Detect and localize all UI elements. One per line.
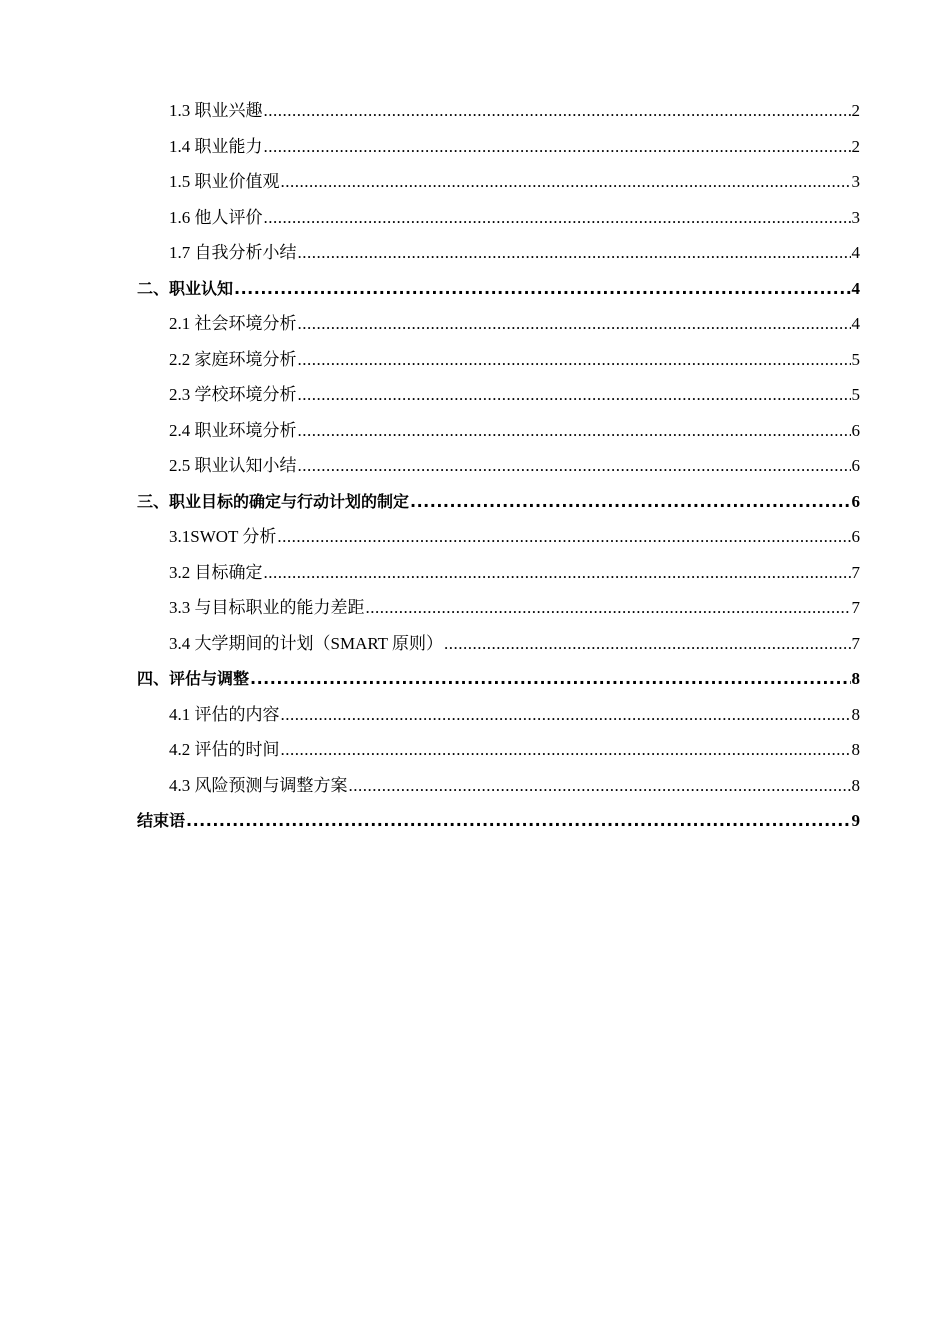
toc-entry-title: 2.1 社会环境分析 [169,314,297,333]
toc-chapter-entry[interactable] [137,661,860,697]
toc-entry-page-number: 8 [851,740,860,759]
toc-entry[interactable] [137,93,860,129]
toc-entry-page-number: 7 [851,633,860,653]
toc-entry[interactable] [137,448,860,484]
toc-dot-leader [277,519,850,555]
toc-dot-leader [298,448,851,484]
toc-dot-leader [349,768,851,804]
toc-entry-page-number: 8 [851,669,860,688]
toc-entry-title: 1.5 职业价值观 [169,172,280,191]
toc-entry-title: 1.3 职业兴趣 [169,101,263,120]
toc-entry[interactable] [137,200,860,236]
toc-entry-title: 4.3 风险预测与调整方案 [169,775,348,795]
toc-entry-page-number: 6 [851,456,860,475]
toc-dot-leader [281,164,851,200]
toc-dot-leader [281,697,851,733]
toc-entry-title: 结束语 [137,811,186,830]
toc-chapter-entry[interactable] [137,271,860,307]
toc-dot-leader [298,235,851,271]
toc-entry-page-number: 8 [851,775,860,795]
toc-dot-leader [264,129,851,165]
table-of-contents [137,93,860,839]
toc-entry-title: 二、职业认知 [137,278,234,298]
toc-dot-leader [298,413,851,449]
toc-entry-page-number: 2 [851,136,860,156]
toc-entry-title: 2.2 家庭环境分析 [169,349,297,369]
toc-dot-leader [444,626,851,662]
toc-entry-title: 2.5 职业认知小结 [169,456,297,475]
toc-entry[interactable] [137,164,860,200]
toc-entry-page-number: 3 [851,207,860,227]
toc-dot-leader [298,306,851,342]
toc-entry-title: 4.1 评估的内容 [169,704,280,724]
toc-entry[interactable] [137,519,860,555]
toc-entry[interactable] [137,768,860,804]
toc-entry[interactable] [137,235,860,271]
toc-dot-leader [264,200,851,236]
toc-entry-page-number: 5 [851,349,860,369]
toc-chapter-entry[interactable] [137,484,860,520]
toc-dot-leader [250,661,850,697]
toc-entry-title: 2.4 职业环境分析 [169,420,297,440]
toc-dot-leader [281,732,851,768]
toc-entry-title: 1.6 他人评价 [169,207,263,227]
toc-entry-page-number: 2 [851,101,860,120]
toc-entry[interactable] [137,732,860,768]
toc-entry-page-number: 5 [851,385,860,404]
toc-entry-title: 3.3 与目标职业的能力差距 [169,598,365,617]
toc-entry-page-number: 8 [851,704,860,724]
toc-entry-page-number: 4 [851,278,860,298]
toc-dot-leader [234,271,850,307]
toc-entry-page-number: 4 [851,314,860,333]
toc-entry-page-number: 3 [851,172,860,191]
toc-dot-leader [186,803,850,839]
toc-entry-page-number: 7 [851,598,860,617]
toc-entry[interactable] [137,590,860,626]
toc-dot-leader [410,484,850,520]
toc-entry[interactable] [137,555,860,591]
toc-entry-page-number: 6 [851,527,860,546]
toc-entry[interactable] [137,697,860,733]
toc-entry-title: 3.1SWOT 分析 [169,527,277,546]
toc-entry[interactable] [137,306,860,342]
toc-entry[interactable] [137,377,860,413]
toc-entry-page-number: 9 [851,811,860,830]
toc-entry-title: 三、职业目标的确定与行动计划的制定 [137,491,410,511]
toc-dot-leader [264,555,851,591]
toc-entry-title: 4.2 评估的时间 [169,740,280,759]
toc-entry-page-number: 6 [851,420,860,440]
toc-entry-title: 1.7 自我分析小结 [169,243,297,262]
toc-dot-leader [298,377,851,413]
toc-entry-title: 3.2 目标确定 [169,562,263,582]
toc-entry[interactable] [137,413,860,449]
toc-entry-page-number: 4 [851,243,860,262]
toc-dot-leader [298,342,851,378]
toc-entry[interactable] [137,129,860,165]
toc-entry-title: 四、评估与调整 [137,669,250,688]
toc-entry-title: 1.4 职业能力 [169,136,263,156]
toc-entry-page-number: 6 [851,491,860,511]
toc-entry[interactable] [137,342,860,378]
toc-chapter-entry[interactable] [137,803,860,839]
toc-entry[interactable] [137,626,860,662]
toc-dot-leader [366,590,851,626]
toc-entry-page-number: 7 [851,562,860,582]
toc-dot-leader [264,93,851,129]
toc-entry-title: 2.3 学校环境分析 [169,385,297,404]
toc-entry-title: 3.4 大学期间的计划（SMART 原则） [169,633,443,653]
